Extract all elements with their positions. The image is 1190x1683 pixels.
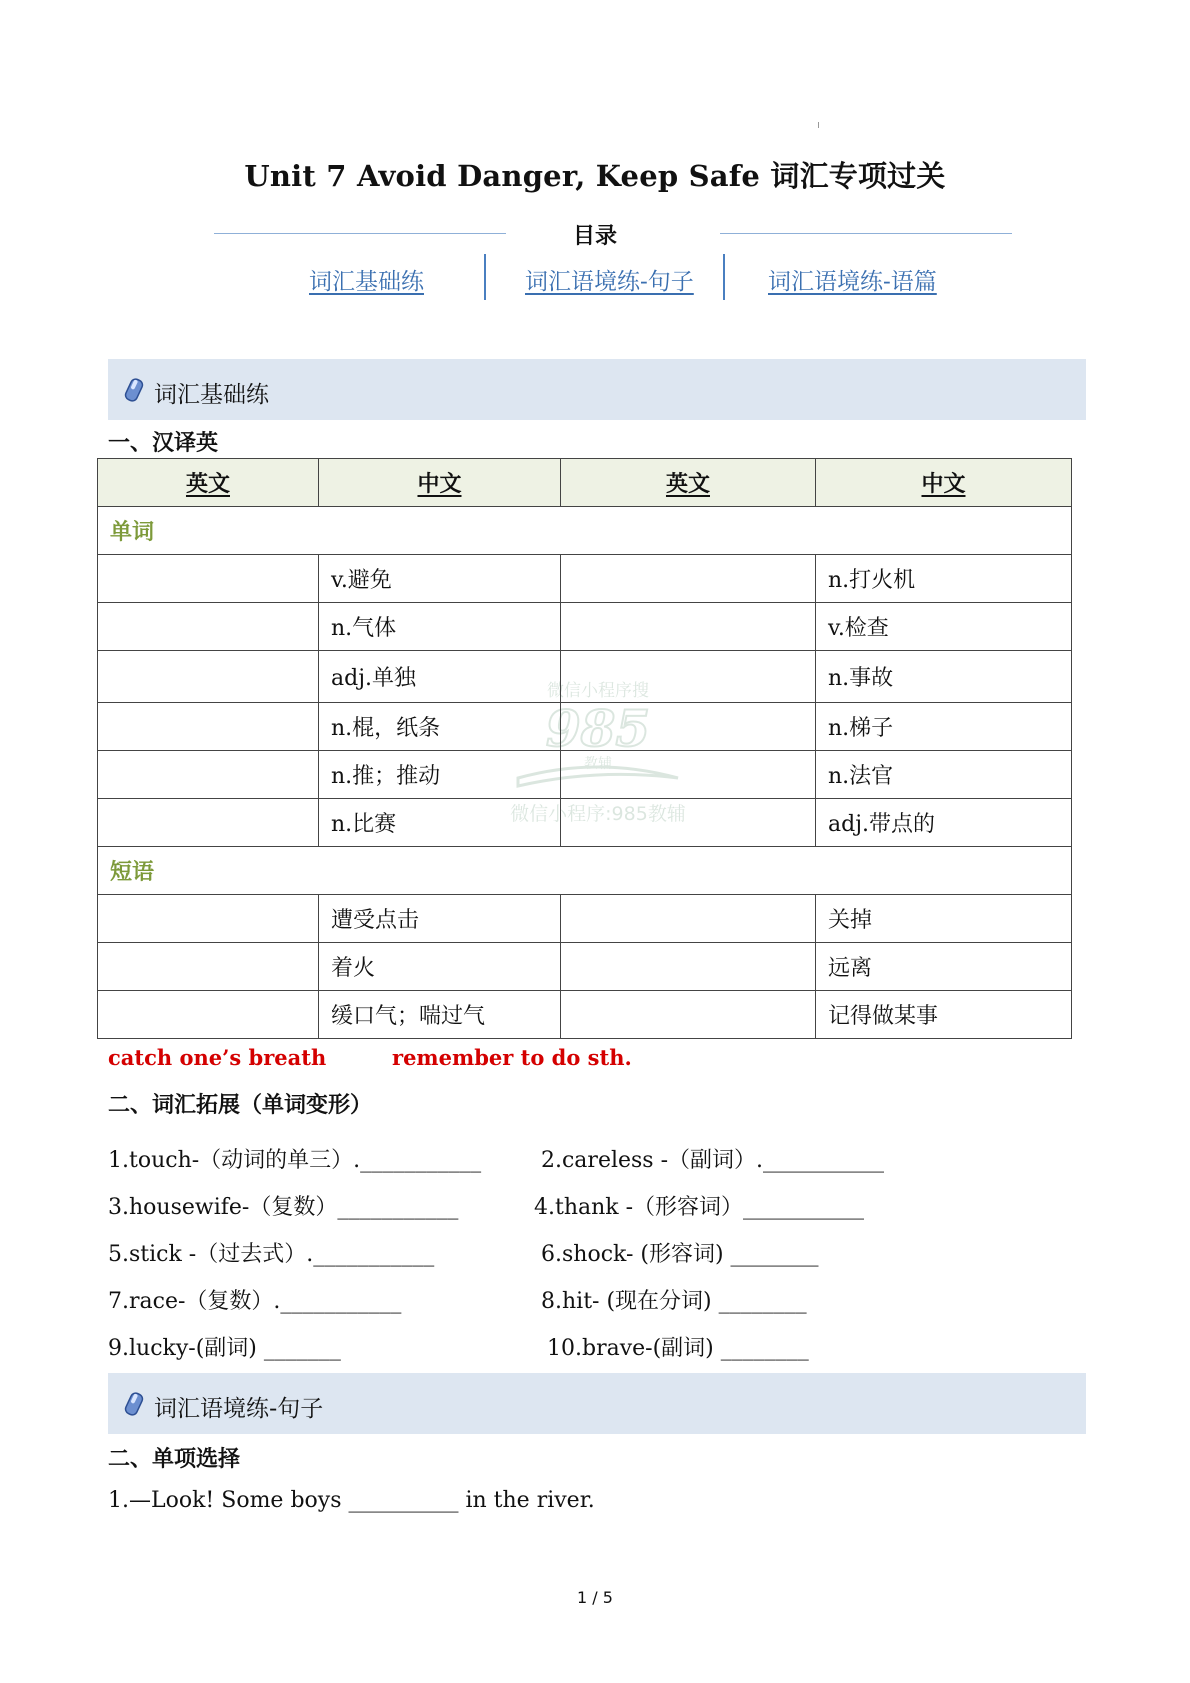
table-row <box>98 895 1072 943</box>
answer-cell[interactable] <box>561 991 816 1039</box>
column-header-english: 英文 <box>561 459 816 507</box>
answer-cell[interactable] <box>98 943 319 991</box>
exercise-item: 5.stick -（过去式）.___________ <box>108 1242 435 1267</box>
chinese-cell: n.法官 <box>816 751 1072 799</box>
toc-rule-right <box>720 233 1012 234</box>
table-row <box>98 555 1072 603</box>
chinese-cell: 遭受点击 <box>319 895 561 943</box>
table-row <box>98 943 1072 991</box>
answer-cell[interactable] <box>98 603 319 651</box>
answer-cell[interactable] <box>561 603 816 651</box>
exercise-item: 1.touch-（动词的单三）.___________ <box>108 1148 482 1173</box>
table-row <box>98 799 1072 847</box>
toc-separator <box>484 254 486 300</box>
exercise-item: 4.thank -（形容词）___________ <box>534 1195 865 1220</box>
exercise-item: 3.housewife-（复数）___________ <box>108 1195 459 1220</box>
answer-cell[interactable] <box>561 751 816 799</box>
toc-link-context-passage[interactable]: 词汇语境练-语篇 <box>768 269 937 295</box>
answer-text: remember to do sth. <box>392 1045 632 1070</box>
table-row <box>98 603 1072 651</box>
section-banner-basic <box>108 359 1086 420</box>
answer-cell[interactable] <box>98 895 319 943</box>
answer-cell[interactable] <box>561 555 816 603</box>
pencil-eraser-icon <box>122 1391 146 1417</box>
chinese-cell: v.检查 <box>816 603 1072 651</box>
chinese-cell: n.棍，纸条 <box>319 703 561 751</box>
answer-cell[interactable] <box>98 703 319 751</box>
svg-text:985: 985 <box>545 699 651 758</box>
svg-text:微信小程序:985教辅: 微信小程序:985教辅 <box>510 803 686 825</box>
chinese-cell: n.事故 <box>816 651 1072 703</box>
exercise-item: 7.race-（复数）.___________ <box>108 1289 402 1314</box>
chinese-cell: 缓口气；喘过气 <box>319 991 561 1039</box>
answer-cell[interactable] <box>98 751 319 799</box>
document-title: Unit 7 Avoid Danger, Keep Safe 词汇专项过关 <box>244 159 946 193</box>
exercise-item: 6.shock- (形容词) ________ <box>541 1242 819 1267</box>
part3-heading: 二、单项选择 <box>108 1446 241 1472</box>
chinese-cell: n.打火机 <box>816 555 1072 603</box>
exercise-item: 8.hit- (现在分词) ________ <box>541 1289 807 1314</box>
answer-cell[interactable] <box>98 799 319 847</box>
section-title: 词汇语境练-句子 <box>154 1396 324 1422</box>
answer-cell[interactable] <box>561 943 816 991</box>
table-row <box>98 751 1072 799</box>
exercise-item: 2.careless -（副词）.___________ <box>541 1148 885 1173</box>
chinese-cell: 记得做某事 <box>816 991 1072 1039</box>
answer-cell[interactable] <box>561 799 816 847</box>
toc-link-context-sentence[interactable]: 词汇语境练-句子 <box>525 269 694 295</box>
question-item: 1.—Look! Some boys __________ in the river. <box>108 1488 595 1513</box>
column-header-chinese: 中文 <box>319 459 561 507</box>
answer-cell[interactable] <box>98 991 319 1039</box>
toc-label: 目录 <box>572 223 617 249</box>
part2-heading: 二、词汇拓展（单词变形） <box>108 1092 373 1118</box>
exercise-item: 10.brave-(副词) ________ <box>547 1336 809 1361</box>
answer-cell[interactable] <box>98 555 319 603</box>
column-header-chinese: 中文 <box>816 459 1072 507</box>
answer-cell[interactable] <box>561 895 816 943</box>
exercise-item: 9.lucky-(副词) _______ <box>108 1336 341 1361</box>
answer-cell[interactable] <box>561 651 816 703</box>
group-label-words: 单词 <box>98 507 1072 555</box>
page-number: 1 / 5 <box>577 1588 613 1607</box>
svg-text:微信小程序搜: 微信小程序搜 <box>547 681 649 701</box>
chinese-cell: n.梯子 <box>816 703 1072 751</box>
section-banner-context-sentence <box>108 1373 1086 1434</box>
pencil-eraser-icon <box>122 377 146 403</box>
group-label-phrases: 短语 <box>98 847 1072 895</box>
answer-cell[interactable] <box>561 703 816 751</box>
answer-cell[interactable] <box>98 651 319 703</box>
chinese-cell: adj.单独 <box>319 651 561 703</box>
chinese-cell: n.推；推动 <box>319 751 561 799</box>
part1-heading: 一、汉译英 <box>108 430 219 456</box>
table-row <box>98 703 1072 751</box>
toc-link-basic[interactable]: 词汇基础练 <box>309 269 424 295</box>
chinese-cell: adj.带点的 <box>816 799 1072 847</box>
answer-text: catch one’s breath <box>108 1045 327 1070</box>
chinese-cell: 着火 <box>319 943 561 991</box>
chinese-cell: n.气体 <box>319 603 561 651</box>
header-tick-mark <box>818 122 819 128</box>
chinese-cell: n.比赛 <box>319 799 561 847</box>
column-header-english: 英文 <box>98 459 319 507</box>
chinese-cell: v.避免 <box>319 555 561 603</box>
section-title: 词汇基础练 <box>154 382 269 408</box>
toc-separator <box>723 254 725 300</box>
vocabulary-table <box>97 458 1072 1039</box>
chinese-cell: 远离 <box>816 943 1072 991</box>
svg-text:教辅: 教辅 <box>584 756 612 772</box>
table-row <box>98 991 1072 1039</box>
table-row <box>98 651 1072 703</box>
chinese-cell: 关掉 <box>816 895 1072 943</box>
